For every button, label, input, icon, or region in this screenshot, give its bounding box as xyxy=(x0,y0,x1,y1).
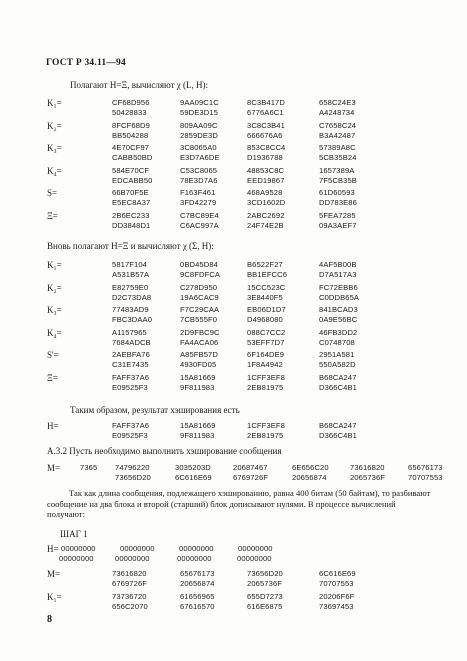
hex-word: 8C3B417D xyxy=(247,98,285,107)
hex-word: F163F461 xyxy=(180,188,216,198)
hex-word: 73656D20 xyxy=(115,473,151,482)
row-label: K₄= xyxy=(47,165,62,176)
hex-word: 00000000 xyxy=(115,554,150,563)
hex-word: FC72EBB6 xyxy=(319,282,358,292)
hex-word: 1F8A4942 xyxy=(247,360,283,370)
hex-word: 9AA09C1C xyxy=(180,98,219,107)
hex-word: 9F811983 xyxy=(180,383,215,392)
hex-word: FAFF37A6 xyxy=(112,373,150,382)
hex-word: C31E7435 xyxy=(112,360,149,370)
intro-text-2: Вновь полагают H=Ξ и вычисляют χ (Σ, H): xyxy=(47,241,214,251)
hex-word: 3C8065A0 xyxy=(180,143,217,153)
hex-word: 00000000 xyxy=(237,554,272,563)
hex-word: E5EC8A37 xyxy=(112,198,151,208)
hex-word: C0748708 xyxy=(319,337,355,347)
hex-word: EB06D1D7 xyxy=(247,305,286,315)
hex-word: 20206F6F xyxy=(319,591,355,601)
hex-word: A85FB57D xyxy=(180,350,218,360)
hex-word: 48853C8C xyxy=(247,165,285,175)
hex-word: C0DDB65A xyxy=(319,292,360,302)
row-label: K₁= xyxy=(47,260,62,270)
result-intro-text: Таким образом, результат хэширования есть xyxy=(70,405,240,415)
hex-word: E3D7A6DE xyxy=(180,153,220,163)
hex-word: 00000000 xyxy=(61,544,96,553)
hex-word: 655D7273 xyxy=(247,591,283,601)
hex-word: C7BC89E4 xyxy=(180,211,219,220)
hex-word: 2D9FBC9C xyxy=(180,327,220,337)
hex-word: 00000000 xyxy=(120,544,155,553)
hex-word: 5817F104 xyxy=(112,260,148,269)
hex-word: 6769726F xyxy=(112,579,148,588)
hex-word: D4968080 xyxy=(247,315,283,325)
hex-word: 6776A6C1 xyxy=(247,108,284,117)
hex-word: 3035203D xyxy=(175,463,211,472)
row-label: H= xyxy=(47,421,59,431)
hex-word: 20687467 xyxy=(233,463,268,472)
hex-word: 61656965 xyxy=(180,591,215,601)
row-label: K₄= xyxy=(47,327,62,338)
hex-word: 3E8440F5 xyxy=(247,292,283,302)
hex-word: 6C616E69 xyxy=(319,569,356,578)
hex-word: B68CA247 xyxy=(319,373,357,382)
row-label: K₃= xyxy=(47,305,62,316)
hex-word: 53EFF7D7 xyxy=(247,337,285,347)
hex-word: EED19867 xyxy=(247,175,285,185)
hex-word: 658C24E3 xyxy=(319,98,356,107)
hex-word: 70707553 xyxy=(319,579,354,588)
hex-word: 57389A8C xyxy=(319,143,356,153)
section-heading-a32: А.3.2 Пусть необходимо выполнить хэширование сообщения xyxy=(47,446,282,456)
hex-word: E82759E0 xyxy=(112,282,149,292)
hex-word: 46FB3DD2 xyxy=(319,327,358,337)
hex-word: 8FCF68D9 xyxy=(112,120,150,130)
row-label: Ξ= xyxy=(47,211,58,221)
hex-word: D2C73DA8 xyxy=(112,292,152,302)
hex-word: 74796220 xyxy=(115,463,150,472)
page-number: 8 xyxy=(47,614,52,625)
hex-word: 20656874 xyxy=(292,473,327,482)
hex-word: B6522F27 xyxy=(247,260,283,269)
hex-word: B68CA247 xyxy=(319,421,357,430)
hex-word: 67616570 xyxy=(180,601,215,611)
hex-word: 3C8C3B41 xyxy=(247,120,285,130)
hex-word: 1657389A xyxy=(319,165,355,175)
row-label: K₂= xyxy=(47,282,62,293)
hex-word: 841BCAD3 xyxy=(319,305,358,315)
hex-word: 584E70CF xyxy=(112,165,150,175)
hex-word: 61D60593 xyxy=(319,188,355,198)
hex-word: 73616820 xyxy=(112,569,147,578)
hex-word: A531B57A xyxy=(112,270,150,279)
hex-word: 66B70F5E xyxy=(112,188,149,198)
hex-word: A4248734 xyxy=(319,108,355,117)
row-label: S'= xyxy=(47,350,59,361)
hex-word: 2065736F xyxy=(247,579,283,588)
hex-word: 2859DE3D xyxy=(180,130,218,140)
hex-word: 2B6EC233 xyxy=(112,211,150,220)
hex-word: C278D950 xyxy=(180,282,218,292)
hex-word: 656C2070 xyxy=(112,601,148,611)
hex-word: 15CC523C xyxy=(247,282,286,292)
hex-word: 4930FD05 xyxy=(180,360,217,370)
hex-word: 5FEA7285 xyxy=(319,211,356,220)
hex-word: 2EB81975 xyxy=(247,383,284,392)
hex-word: BB1EFCC6 xyxy=(247,270,288,279)
intro-text-1: Полагают H=Ξ, вычисляют χ (L, H): xyxy=(70,80,208,90)
hex-word: 24F74E2B xyxy=(247,221,284,230)
hex-word: C7658C24 xyxy=(319,120,357,130)
row-label: M= xyxy=(47,463,61,473)
hex-word: 65676173 xyxy=(180,569,215,578)
hex-word: 2065736F xyxy=(350,473,386,482)
hex-word: 73697453 xyxy=(319,601,354,611)
hex-word: C53C8065 xyxy=(180,165,218,175)
step-heading: ШАГ 1 xyxy=(60,529,88,539)
hex-word: 4AF5B00B xyxy=(319,260,357,269)
hex-word: 6F164DE9 xyxy=(247,350,285,360)
hex-word: 15A81669 xyxy=(180,373,216,382)
hex-word: 78E3D7A6 xyxy=(180,175,218,185)
hex-word: CF68D956 xyxy=(112,98,150,107)
hex-word: 809AA09C xyxy=(180,120,218,130)
row-label: Ξ= xyxy=(47,373,58,383)
hex-word: E09525F3 xyxy=(112,431,148,440)
hex-word: FAFF37A6 xyxy=(112,421,150,430)
row-label: K₃= xyxy=(47,143,62,154)
hex-word: D7A517A3 xyxy=(319,270,357,279)
row-label: K₁= xyxy=(47,98,62,108)
hex-word: 0A9E56BC xyxy=(319,315,358,325)
hex-word: BB504288 xyxy=(112,130,149,140)
hex-word: 65676173 xyxy=(408,463,443,472)
hex-word: 2EB81975 xyxy=(247,431,284,440)
hex-word: D366C4B1 xyxy=(319,431,357,440)
row-label: M= xyxy=(47,569,61,579)
hex-word: 50428833 xyxy=(112,108,147,117)
hex-word: 73616820 xyxy=(350,463,385,472)
hex-word: FA4ACA06 xyxy=(180,337,219,347)
row-label: H= xyxy=(47,544,59,554)
hex-word: DD783E86 xyxy=(319,198,357,208)
hex-word: 1CFF3EF8 xyxy=(247,421,285,430)
hex-word: 2AEBFA76 xyxy=(112,350,150,360)
hex-word: B3A42487 xyxy=(319,130,356,140)
hex-word: 20656874 xyxy=(180,579,215,588)
hex-word: 9F811983 xyxy=(180,431,215,440)
hex-word: E09525F3 xyxy=(112,383,148,392)
hex-word: 1CFF3EF8 xyxy=(247,373,285,382)
hex-word: 616E6875 xyxy=(247,601,283,611)
hex-word: 59DE3D15 xyxy=(180,108,218,117)
hex-word: 6769726F xyxy=(233,473,269,482)
hex-word: 00000000 xyxy=(59,554,94,563)
hex-word: CABB50BD xyxy=(112,153,153,163)
hex-word: 2ABC2692 xyxy=(247,211,285,220)
hex-word: D1936788 xyxy=(247,153,283,163)
hex-word: DD3848D1 xyxy=(112,221,151,230)
hex-word: 4E70CF97 xyxy=(112,143,150,153)
hex-word: 550A582D xyxy=(319,360,356,370)
hex-word: 7365 xyxy=(80,463,98,472)
explanation-paragraph: Так как длина сообщения, подлежащего хэшированию, равна 400 битам (50 байтам), то разбивают сообщение на два блока и второй (старший) блок дописывают нулями. В процессе вычислений получают: xyxy=(47,488,431,520)
hex-word: C6AC997A xyxy=(180,221,219,230)
hex-word: F7C29CAA xyxy=(180,305,220,315)
hex-word: 77483AD9 xyxy=(112,305,149,315)
row-label: K₁= xyxy=(47,591,62,602)
hex-word: 088C7CC2 xyxy=(247,327,286,337)
hex-word: 6E656C20 xyxy=(292,463,329,472)
hex-word: 7F5CB35B xyxy=(319,175,357,185)
hex-word: 3CD1602D xyxy=(247,198,286,208)
hex-word: 09A3AEF7 xyxy=(319,221,357,230)
hex-word: 666676A6 xyxy=(247,130,283,140)
hex-word: 3FD42279 xyxy=(180,198,217,208)
hex-word: 2951A581 xyxy=(319,350,355,360)
hex-word: FBC3DAA0 xyxy=(112,315,153,325)
row-label: K₂= xyxy=(47,120,62,131)
hex-word: 00000000 xyxy=(177,554,212,563)
hex-word: 6C616E69 xyxy=(175,473,212,482)
hex-word: 9C8FDFCA xyxy=(180,270,221,279)
hex-word: 5CB35B24 xyxy=(319,153,357,163)
hex-word: A1157965 xyxy=(112,327,147,337)
hex-word: D366C4B1 xyxy=(319,383,357,392)
hex-word: 73736720 xyxy=(112,591,147,601)
document-header: ГОСТ Р 34.11—94 xyxy=(46,58,126,68)
hex-word: 0BD45D84 xyxy=(180,260,218,269)
hex-word: 00000000 xyxy=(238,544,273,553)
hex-word: 468A9528 xyxy=(247,188,283,198)
hex-word: EDCABB50 xyxy=(112,175,153,185)
hex-word: 7CB555F0 xyxy=(180,315,218,325)
hex-word: 853C8CC4 xyxy=(247,143,286,153)
hex-word: 19A6CAC9 xyxy=(180,292,219,302)
hex-word: 70707553 xyxy=(408,473,443,482)
hex-word: 73656D20 xyxy=(247,569,283,578)
hex-word: 00000000 xyxy=(179,544,214,553)
row-label: S= xyxy=(47,188,58,199)
hex-word: 7684ADCB xyxy=(112,337,151,347)
hex-word: 15A81669 xyxy=(180,421,216,430)
